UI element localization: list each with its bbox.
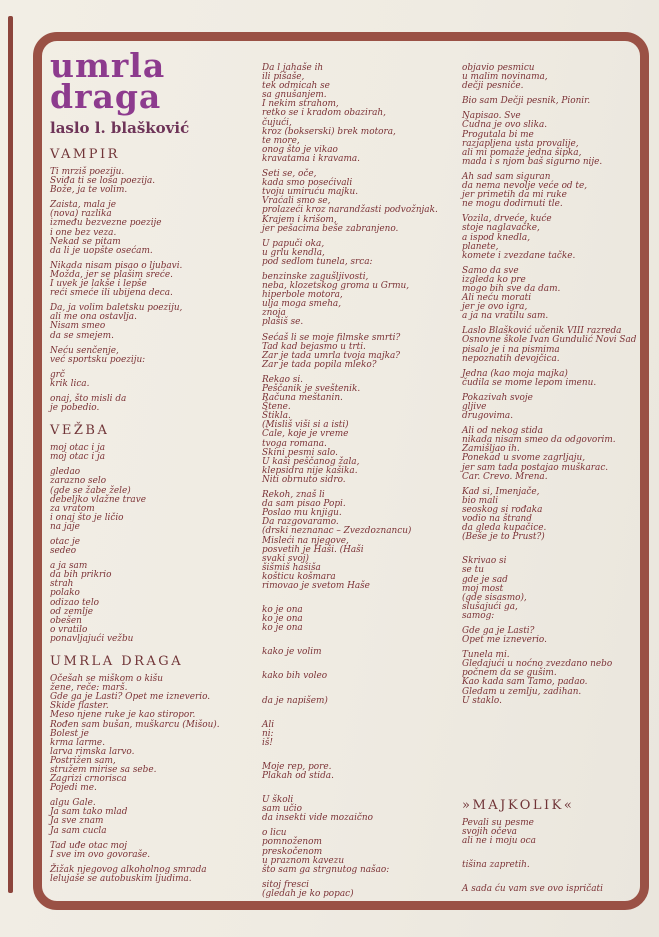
poem-line: Tad kad bejasmo u trti. — [262, 341, 366, 352]
poem-line: jer je ovo igra, — [462, 302, 528, 313]
poem-line: Zar je tada popila mleko? — [262, 359, 377, 370]
poem-line: Zamišljao ih. — [462, 444, 520, 455]
poem-line: na jaje — [50, 521, 80, 532]
poem-line: kako je volim — [262, 647, 322, 658]
poem-line: Računa meštanin. — [262, 393, 343, 404]
poem-line: Poslao mu knjigu. — [262, 508, 342, 519]
poem-line: plašiš se. — [262, 317, 304, 328]
stanza — [262, 829, 458, 874]
poem-line: nepoznatih devojčica. — [462, 353, 560, 364]
stanza — [262, 721, 458, 748]
poem-line: pisalo je i na pismima — [462, 344, 560, 355]
poem-line: grč — [50, 369, 65, 380]
poem-line: Ah sad sam siguran — [462, 171, 551, 182]
stanza — [462, 215, 648, 260]
poem-line: (nova) razlika — [50, 209, 112, 220]
stanza — [262, 64, 458, 164]
poem-line: Čudna je ovo slika. — [462, 120, 548, 131]
poem-line: ponavljajući vežbu — [50, 633, 134, 644]
poem-line: (Misliš viši si a isti) — [262, 420, 349, 431]
poem-line: gledao — [50, 467, 81, 478]
poem-line: Meso njene ruke je kao stiropor. — [50, 710, 196, 721]
poem-line: U staklo. — [462, 695, 502, 706]
poem-line: što sam ga strgnutog našao: — [262, 864, 390, 875]
poem-line: drugovima. — [462, 411, 514, 422]
poem-line: stoje naglavačke, — [462, 223, 540, 234]
poem-line: Ali od nekog stida — [462, 426, 543, 437]
poem-line: Ali neću morati — [462, 293, 532, 304]
poem-column-1 — [50, 46, 252, 890]
poem-line: da bih prikrio — [50, 570, 112, 581]
poem-line: bio mali — [462, 495, 499, 506]
poem-line: (gde sisasmo), — [462, 592, 527, 603]
poem-line: Možda, jer se plašim sreće. — [50, 269, 173, 280]
poem-line: Bolest je — [50, 728, 89, 739]
stanza — [462, 112, 648, 167]
stanza — [262, 796, 458, 823]
poem-line: Neću senčenje, — [50, 345, 119, 356]
poem-line: Plakah od stida. — [262, 771, 334, 781]
poem-line: tek odmicah se — [262, 81, 330, 92]
stanza — [50, 371, 252, 389]
poem-line: U papuči oka, — [262, 238, 325, 249]
stanza — [262, 240, 458, 267]
poem-line: krma larme. — [50, 737, 106, 748]
poem-line: hiperbole motora, — [262, 290, 343, 301]
poem-line: Žižak njegovog alkoholnog smrada — [50, 864, 207, 875]
poem-line: Tad uđe otac moj — [50, 840, 127, 851]
poem-line: prolazeći kroz narandžasti podvožnjak. — [262, 205, 438, 216]
poem-line: tvoga romana. — [262, 438, 327, 449]
poem-line: da se smejem. — [50, 330, 114, 341]
poem-line: Tunela mi. — [462, 650, 510, 661]
poem-line: Gledam u zemlju, zadihan. — [462, 686, 582, 697]
poem-line: Osnovne škole Ivan Gundulić Novi Sad — [462, 335, 637, 346]
poem-line: Gde ga je Lasti? Opet me izneverio. — [50, 692, 211, 703]
poem-line: da nema nevolje veće od te, — [462, 181, 588, 192]
stanza — [462, 488, 648, 543]
poem-line: moj otac i ja — [50, 452, 106, 463]
stanza — [462, 885, 648, 894]
poem-line: posvetih je Haši. (Haši — [262, 544, 364, 555]
poem-line: kada smo posećivali — [262, 178, 353, 189]
poem-line: Ponekad u svome zagrljaju, — [462, 453, 586, 464]
poem-line: I sve im ovo govoraše. — [50, 849, 151, 860]
poem-line: tišina zapretih. — [462, 860, 530, 870]
poem-line: Postrižen sam, — [50, 755, 116, 766]
poem-line: Samo da sve — [462, 265, 519, 276]
poem-line: Peščanik je sveštenik. — [262, 384, 361, 394]
poem-line: da gleda kupačice. — [462, 523, 547, 534]
poem-line: Krajem i krišom, — [262, 214, 337, 225]
poem-line: Gde ga je Lasti? — [462, 625, 535, 636]
poem-line: benzinske zagušljivosti, — [262, 271, 369, 282]
poem-line: Štene. — [262, 402, 291, 413]
poem-line: Laslo Blašković učenik VIII razreda — [462, 326, 622, 337]
poem-line: da sam pisao Popi. — [262, 499, 346, 510]
poem-line: ali ne i moju oca — [462, 835, 536, 846]
poem-line: i one bez veza. — [50, 227, 117, 238]
poem-line: kako bih voleo — [262, 671, 328, 682]
stanza — [262, 606, 458, 633]
poem-line: gde je sad — [462, 574, 508, 585]
poem-line: larva rimska larvo. — [50, 746, 135, 757]
poem-line: žene, reče: marš. — [50, 683, 128, 694]
poem-line: nikada nisam smeo da odgovorim. — [462, 435, 616, 446]
poem-line: algu Gale. — [50, 798, 96, 809]
poem-line: klepsidra nije kašika. — [262, 465, 358, 476]
poem-line: (gde se žabe žele) — [50, 485, 131, 496]
poem-column-2 — [262, 64, 458, 905]
poem-column-3 — [462, 64, 648, 900]
poem-line: pomnoženom — [262, 837, 322, 848]
poem-line: debeljko vlažne trave — [50, 494, 146, 505]
poem-line: Pevali su pesme — [462, 817, 534, 828]
stanza — [262, 881, 458, 899]
section-heading: VEŽBA — [50, 423, 110, 439]
poem-line: Nekad se pitam — [50, 236, 121, 247]
poem-line: u grlu kendla, — [262, 247, 325, 258]
poem-line: Sećaš li se moje filmske smrti? — [262, 332, 401, 343]
stanza — [262, 491, 458, 591]
stanza — [262, 170, 458, 234]
poem-line: počnem da se gušim. — [462, 668, 557, 679]
poem-line: svaki svoj) — [262, 553, 310, 564]
stanza — [462, 267, 648, 322]
poem-line: odizao telo — [50, 597, 99, 608]
stanza — [50, 304, 252, 340]
poem-line: retko se i kradom obazirah, — [262, 108, 386, 119]
poem-line: čujući, — [262, 117, 292, 128]
poem-title-line2: draga — [50, 77, 162, 116]
poem-line: Progutala bi me — [462, 129, 534, 140]
poem-title — [50, 46, 252, 116]
stanza — [462, 327, 648, 363]
poem-line: ili pišaše, — [262, 72, 305, 83]
poem-line: o licu — [262, 828, 287, 839]
poem-line: Zaista, mala je — [50, 200, 117, 211]
poem-line: svojih očeva — [462, 826, 517, 837]
poem-line: Opet me izneverio. — [462, 635, 547, 646]
poem-line: mogo bih sve da dam. — [462, 283, 561, 294]
section-heading: VAMPIR — [50, 147, 120, 162]
poem-line: već sportsku poeziju: — [50, 354, 146, 365]
poem-line: Rekao si. — [262, 374, 303, 385]
poem-line: ko je ona — [262, 605, 303, 616]
stanza — [50, 444, 252, 462]
stanza — [262, 697, 458, 706]
stanza — [462, 173, 648, 209]
section-heading: »MAJKOLIK« — [462, 797, 575, 813]
poem-line: Da, ja volim baletsku poeziju, — [50, 303, 183, 314]
stanza — [50, 395, 252, 413]
poem-line: da insekti vide mozaično — [262, 813, 373, 824]
stanza — [262, 334, 458, 370]
poem-line: sitoj fresci — [262, 879, 310, 890]
stanza — [50, 562, 252, 644]
poem-line: Zagrizi crnorisca — [50, 774, 127, 785]
poem-line: U školi — [262, 795, 294, 806]
poem-line: ali me ona ostavlja. — [50, 312, 137, 323]
poem-line: moj most — [462, 583, 504, 594]
poem-line: se tu — [462, 565, 484, 576]
poem-line: Niti obrnuto sidro. — [262, 474, 346, 485]
stanza — [462, 394, 648, 421]
poem-line: (gledah je ko popac) — [262, 888, 354, 899]
poem-line: izgleda ko pre — [462, 274, 526, 285]
poem-line: Nikada nisam pisao o ljubavi. — [50, 260, 183, 271]
stanza — [462, 370, 648, 388]
stanza — [50, 842, 252, 860]
poem-line: a ispod knedla, — [462, 232, 531, 243]
poem-line: Vraćali smo se, — [262, 196, 331, 207]
stanza — [262, 763, 458, 781]
stanza — [262, 376, 458, 485]
column-3-blocks — [462, 64, 648, 894]
poem-line: neba, klozetskog groma u Grmu, — [262, 281, 410, 292]
poem-line: jer sam tada postajao muškarac. — [462, 462, 609, 473]
poem-line: obešen — [50, 615, 82, 626]
poem-line: (Beše je to Prust?) — [462, 532, 545, 543]
poem-line: planete, — [462, 241, 499, 252]
poem-line: Moje rep, pore. — [262, 761, 332, 772]
poem-line: polako — [50, 588, 80, 599]
column-2-blocks — [262, 64, 458, 899]
poem-line: ulja moga smeha, — [262, 299, 342, 310]
poem-line: seoskog si rođaka — [462, 504, 543, 515]
stanza — [262, 273, 458, 328]
poem-line: I nekim strahom, — [262, 99, 339, 110]
poem-line: Kao kada sam Tamo, padao. — [462, 677, 588, 688]
poem-line: Štikla. — [262, 411, 291, 422]
stanza — [262, 648, 458, 657]
poem-line: samog: — [462, 610, 495, 621]
poem-line: ni: — [262, 728, 274, 739]
poem-line: reći smeće ili ubijena deca. — [50, 288, 173, 299]
stanza — [462, 97, 648, 106]
stanza — [462, 427, 648, 482]
poem-line: objavio pesmicu — [462, 63, 535, 73]
poem-line: a ja sam — [50, 561, 88, 572]
poem-line: krik lica. — [50, 378, 90, 389]
poem-line: mada i s njom baš sigurno nije. — [462, 156, 603, 167]
section-heading: UMRLA DRAGA — [50, 654, 184, 670]
stanza — [462, 861, 648, 870]
poem-line: da je napišem) — [262, 695, 328, 706]
stanza — [50, 468, 252, 532]
poem-line: Bože, ja te volim. — [50, 185, 128, 196]
stanza — [50, 201, 252, 256]
stanza — [462, 651, 648, 706]
poem-line: Očešah se miškom o kišu — [50, 674, 163, 685]
stanza — [50, 675, 252, 793]
stanza — [50, 538, 252, 556]
poem-line: Da l jahaše ih — [262, 63, 324, 73]
author-name: laslo l. blašković — [50, 119, 190, 137]
poem-line: pod sedlom tunela, srca: — [262, 256, 373, 267]
stanza — [462, 64, 648, 91]
poem-line: U kaši peščanog žala, — [262, 456, 360, 467]
poem-line: zarazno selo — [50, 476, 107, 487]
poem-title-line1: umrla — [50, 46, 166, 85]
poem-line: Napisao. Sve — [462, 111, 521, 122]
poem-line: Ćale, koje je vreme — [262, 429, 349, 440]
poem-line: strah — [50, 579, 74, 590]
poem-line: čudila se mome lepom imenu. — [462, 377, 597, 388]
stanza — [262, 672, 458, 681]
poem-line: jer pešacima beše zabranjeno. — [262, 223, 399, 234]
poem-line: stružem mirise sa sebe. — [50, 764, 157, 775]
poem-line: sam učio — [262, 804, 302, 815]
poem-line: Rođen sam bušan, muškarcu (Mišou). — [50, 719, 220, 730]
stanza — [462, 557, 648, 621]
stanza — [50, 866, 252, 884]
poem-line: za vratom — [50, 503, 95, 514]
poem-line: da li je uopšte osećam. — [50, 245, 153, 256]
poem-line: Rekoh, znaš li — [262, 490, 325, 501]
poem-line: sa gnušanjem. — [262, 90, 327, 101]
poem-line: Gledajući u noćno zvezdano nebo — [462, 659, 613, 670]
poem-line: (drski neznanac – Zvezdoznancu) — [262, 526, 412, 537]
poem-line: Pokazivah svoje — [462, 392, 533, 403]
poem-line: košticu košmara — [262, 571, 336, 582]
poem-line: Ali — [262, 719, 275, 730]
poem-line: kravatama i kravama. — [262, 153, 361, 164]
poem-line: Nisam smeo — [50, 321, 106, 332]
page-edge-strip — [8, 16, 13, 893]
stanza — [50, 262, 252, 298]
poem-line: tvoju umiruću majku. — [262, 187, 359, 198]
stanza — [462, 627, 648, 645]
poem-line: Car. Crevo. Mrena. — [462, 471, 548, 482]
poem-line: te more, — [262, 135, 300, 146]
poem-line: Pojedi me. — [50, 783, 97, 794]
poem-line: Vozila, drveće, kuće — [462, 214, 552, 225]
poem-line: dečji pesniče. — [462, 81, 524, 92]
poem-line: a ja na vratilu sam. — [462, 311, 549, 322]
poem-line: znoja — [262, 308, 286, 319]
poem-line: moj otac i ja — [50, 443, 106, 454]
poem-line: Ja sve znam — [50, 816, 104, 827]
stanza — [50, 347, 252, 365]
poem-line: slušajući ga, — [462, 601, 518, 612]
poem-line: Ti mrziš poeziju. — [50, 167, 125, 177]
poem-line: iš! — [262, 737, 273, 748]
poem-line: i onaj što je ličio — [50, 512, 124, 523]
poem-line: Bio sam Dečji pesnik, Pionir. — [462, 96, 591, 107]
poem-line: između bezvezne poezije — [50, 218, 162, 229]
poem-line: preskočenom — [262, 846, 323, 857]
poem-line: vodio na štrand — [462, 514, 532, 525]
poem-line: o vratilo — [50, 624, 88, 635]
poem-line: ko je ona — [262, 623, 303, 634]
poem-line: sedeo — [50, 546, 77, 557]
poem-line: jer primetih da mi ruke — [462, 190, 567, 201]
poem-line: od zemlje — [50, 606, 94, 617]
poem-line: Skrivao si — [462, 556, 507, 567]
poem-line: Ja sam tako mlad — [50, 807, 128, 818]
poem-line: lelujaše se autobuskim ljudima. — [50, 873, 192, 884]
poem-line: Seti se, oče, — [262, 169, 317, 180]
poem-line: gljive — [462, 402, 487, 412]
poem-line: Sviđa ti se loša poezija. — [50, 176, 156, 187]
poem-line: Skide flaster. — [50, 701, 109, 712]
poem-line: Skini pesmi salo. — [262, 447, 338, 458]
poem-line: Ja sam cucla — [50, 825, 107, 836]
poem-line: Da razgovaramo. — [262, 517, 339, 528]
poem-line: onog što je vikao — [262, 144, 338, 155]
poem-line: ko je ona — [262, 614, 303, 625]
poem-line: rimovao je svetom Haše — [262, 580, 370, 591]
poem-line: onaj, što misli da — [50, 393, 127, 404]
poem-line: komete i zvezdane tačke. — [462, 250, 576, 261]
poem-line: kroz (bokserski) brek motora, — [262, 126, 396, 137]
poem-line: razjapljena usta provalije, — [462, 138, 579, 149]
stanza — [462, 819, 648, 846]
poem-line: je pobedio. — [50, 403, 100, 414]
poem-line: Misleći na njegove, — [262, 535, 349, 546]
stanza — [50, 168, 252, 195]
poem-line: otac je — [50, 537, 80, 547]
poem-line: u malim novinama, — [462, 72, 548, 83]
poem-line: Jedna (kao moja majka) — [462, 368, 568, 379]
poem-line: ali mi pomaže jedna šipka, — [462, 147, 582, 158]
poem-line: u praznom kavezu — [262, 855, 345, 866]
poem-line: šišmiš hašiša — [262, 562, 321, 573]
poem-line: I uvek je lakše i lepše — [50, 279, 147, 290]
stanza — [50, 799, 252, 835]
poem-line: A sada ću vam sve ovo ispričati — [462, 884, 603, 895]
column-1-blocks — [50, 147, 252, 884]
poem-line: Zar je tada umrla tvoja majka? — [262, 350, 400, 361]
poem-line: ne mogu dodirnuti tle. — [462, 199, 563, 210]
poem-line: Kad si, Imenjače, — [462, 486, 540, 497]
